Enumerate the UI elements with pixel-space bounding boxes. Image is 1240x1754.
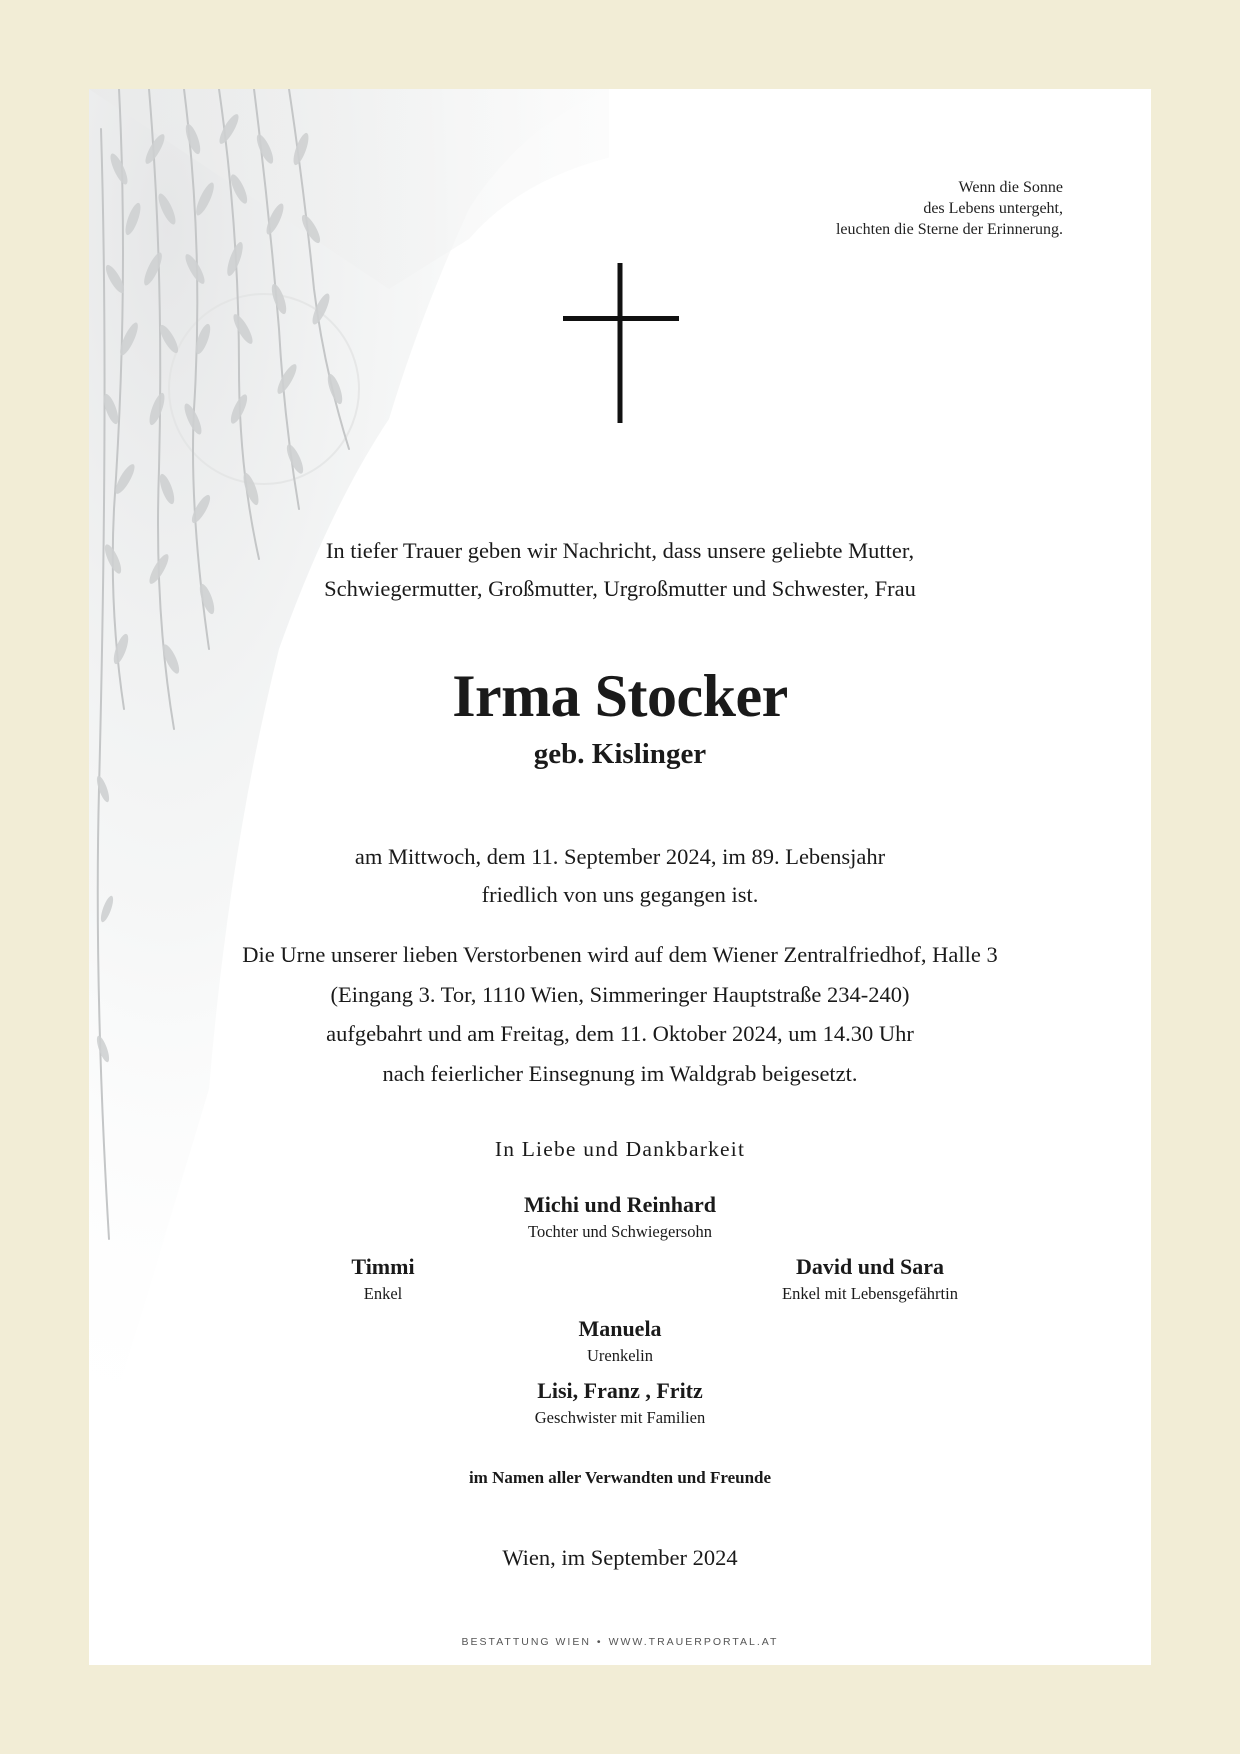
death-line: friedlich von uns gegangen ist. (481, 882, 759, 907)
mourner-entry (440, 1314, 800, 1368)
mourner-name: David und Sara (796, 1254, 944, 1279)
cross-icon (563, 263, 679, 423)
mourner-relation: Tochter und Schwiegersohn (528, 1222, 712, 1241)
closing-phrase: In Liebe und Dankbarkeit (494, 1137, 746, 1161)
announcement-intro (89, 532, 1151, 608)
quote-line: des Lebens untergeht, (923, 200, 1063, 217)
place-and-date: Wien, im September 2024 (502, 1545, 738, 1570)
mourner-name: Lisi, Franz , Fritz (537, 1378, 703, 1403)
funeral-line: (Eingang 3. Tor, 1110 Wien, Simmeringer Hauptstraße 234-240) (330, 981, 910, 1007)
funeral-details (89, 935, 1151, 1093)
footer-website-link[interactable]: WWW.TRAUERPORTAL.AT (608, 1636, 779, 1648)
quote-line: Wenn die Sonne (958, 179, 1063, 196)
footer-separator: • (596, 1636, 603, 1648)
mourner-name: Michi und Reinhard (524, 1192, 716, 1217)
mourner-name: Manuela (578, 1316, 662, 1341)
funeral-line: nach feierlicher Einsegnung im Waldgrab beigesetzt. (382, 1060, 858, 1086)
mourner-relation: Enkel mit Lebensgefährtin (782, 1284, 958, 1303)
mourner-relation: Enkel (363, 1284, 403, 1303)
mourner-relation: Urenkelin (587, 1346, 653, 1365)
mourner-entry (440, 1376, 800, 1430)
mourner-name: Timmi (351, 1254, 415, 1279)
funeral-line: Die Urne unserer lieben Verstorbenen wird auf dem Wiener Zentralfriedhof, Halle 3 (242, 942, 998, 967)
death-notice (89, 838, 1151, 914)
mourner-entry (690, 1252, 1050, 1306)
mourner-entry (203, 1252, 563, 1306)
epigraph-quote (836, 177, 1063, 240)
intro-line: In tiefer Trauer geben wir Nachricht, dass unsere geliebte Mutter, (325, 538, 915, 563)
quote-line: leuchten die Sterne der Erinnerung. (835, 221, 1063, 238)
intro-line: Schwiegermutter, Großmutter, Urgroßmutter und Schwester, Frau (324, 576, 916, 601)
mourner-entry (440, 1190, 800, 1244)
deceased-name: Irma Stocker (452, 663, 788, 729)
mourner-relation: Geschwister mit Familien (534, 1408, 706, 1427)
obituary-sheet (89, 89, 1151, 1665)
footer (89, 1634, 1151, 1650)
funeral-line: aufgebahrt und am Freitag, dem 11. Oktober 2024, um 14.30 Uhr (326, 1021, 914, 1046)
footer-funeral-home: BESTATTUNG WIEN (461, 1636, 591, 1648)
on-behalf-line: im Namen aller Verwandten und Freunde (468, 1468, 772, 1487)
death-line: am Mittwoch, dem 11. September 2024, im 89. Lebensjahr (354, 844, 886, 869)
maiden-name: geb. Kislinger (533, 738, 707, 770)
